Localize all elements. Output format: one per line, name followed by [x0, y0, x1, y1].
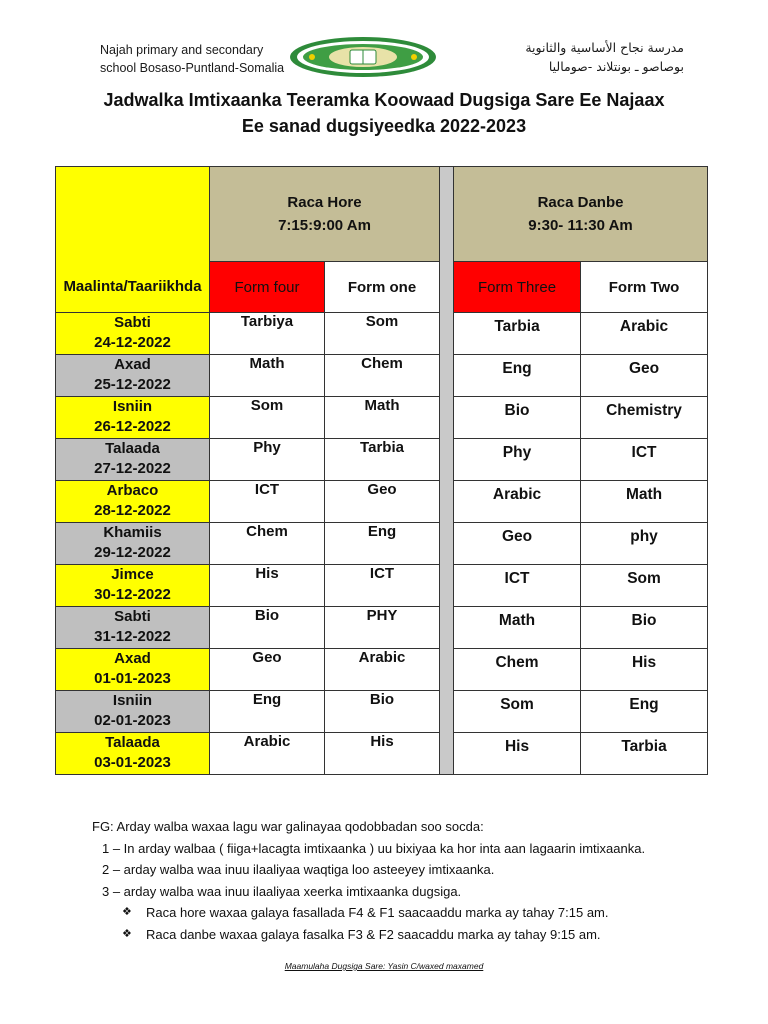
- day-name: Sabti: [114, 608, 151, 625]
- form-one-subject: Geo: [325, 481, 440, 523]
- table-row: [56, 355, 708, 397]
- form-four-subject: His: [210, 565, 325, 607]
- document-title: Jadwalka Imtixaanka Teeramka Koowaad Dugsiga Sare Ee Najaax: [103, 90, 665, 110]
- form-one-subject: Bio: [325, 691, 440, 733]
- date-column-header: [56, 167, 210, 313]
- form-two-subject: Arabic: [581, 313, 708, 355]
- date-cell: [56, 313, 210, 355]
- day-name: Axad: [114, 356, 151, 373]
- date-cell: [56, 355, 210, 397]
- session1-time: 7:15:9:00 Am: [278, 217, 371, 234]
- notes-section: [92, 816, 645, 945]
- date-cell: [56, 733, 210, 775]
- session1-name: Raca Hore: [287, 194, 362, 211]
- exam-date: 27-12-2022: [94, 460, 171, 477]
- date-cell: [56, 565, 210, 607]
- exam-date: 31-12-2022: [94, 628, 171, 645]
- form-four-subject: Arabic: [210, 733, 325, 775]
- form-three-subject: Math: [454, 607, 581, 649]
- form-three-subject: His: [454, 733, 581, 775]
- note-bullet-2: [92, 924, 645, 946]
- form-four-subject: Chem: [210, 523, 325, 565]
- date-cell: [56, 523, 210, 565]
- exam-date: 24-12-2022: [94, 334, 171, 351]
- form-one-subject: ICT: [325, 565, 440, 607]
- form-four-subject: Math: [210, 355, 325, 397]
- form-two-subject: ICT: [581, 439, 708, 481]
- exam-date: 26-12-2022: [94, 418, 171, 435]
- note-bullet-1-text: Raca hore waxaa galaya fasallada F4 & F1 saacaaddu marka ay tahay 7:15 am.: [146, 905, 609, 920]
- exam-date: 03-01-2023: [94, 754, 171, 771]
- table-row: [56, 439, 708, 481]
- form-two-subject: Chemistry: [581, 397, 708, 439]
- date-cell: [56, 439, 210, 481]
- note-bullet-1: [92, 902, 645, 924]
- form-two-subject: phy: [581, 523, 708, 565]
- diamond-bullet-icon: ❖: [122, 906, 132, 918]
- note-bullet-2-text: Raca danbe waxaa galaya fasalka F3 & F2 saacaddu marka ay tahay 9:15 am.: [146, 926, 601, 942]
- session1-header: [210, 167, 440, 262]
- day-name: Isniin: [112, 398, 153, 415]
- form-four-subject: Som: [210, 397, 325, 439]
- exam-date: 28-12-2022: [94, 502, 171, 519]
- school-name-ar-line1: مدرسة نجاح الأساسية والثانوية: [525, 40, 684, 55]
- form-one-subject: His: [325, 733, 440, 775]
- school-name-en-line2: school Bosaso-Puntland-Somalia: [100, 61, 285, 75]
- day-name: Khamiis: [103, 524, 162, 541]
- note-item-3: 3 – arday walba waa inuu ilaaliyaa xeerka imtixaanka dugsiga.: [102, 883, 462, 899]
- form-three-subject: Som: [454, 691, 581, 733]
- exam-date: 30-12-2022: [94, 586, 171, 603]
- date-cell: [56, 481, 210, 523]
- form-two-subject: Eng: [581, 691, 708, 733]
- form-four-subject: Geo: [210, 649, 325, 691]
- form-one-subject: Som: [325, 313, 440, 355]
- form-one-subject: Eng: [325, 523, 440, 565]
- form-three-subject: ICT: [454, 565, 581, 607]
- table-row: [56, 649, 708, 691]
- form-four-subject: ICT: [210, 481, 325, 523]
- table-row: [56, 313, 708, 355]
- date-cell: [56, 691, 210, 733]
- table-row: [56, 481, 708, 523]
- form-two-header: Form Two: [581, 262, 708, 313]
- table-row: [56, 733, 708, 775]
- date-cell: [56, 397, 210, 439]
- notes-intro: FG: Arday walba waxaa lagu war galinayaa qodobbadan soo socda:: [92, 819, 484, 834]
- session2-name: Raca Danbe: [537, 194, 624, 211]
- form-three-subject: Tarbia: [454, 313, 581, 355]
- form-four-subject: Eng: [210, 691, 325, 733]
- table-row: [56, 397, 708, 439]
- document-subtitle: Ee sanad dugsiyeedka 2022-2023: [241, 116, 527, 136]
- note-item-2: 2 – arday walba waa inuu ilaaliyaa waqtiga loo asteeyey imtixaanka.: [102, 862, 495, 877]
- session2-header: [454, 167, 708, 262]
- form-two-subject: Som: [581, 565, 708, 607]
- day-name: Axad: [114, 650, 151, 667]
- day-name: Sabti: [114, 314, 151, 331]
- form-one-header: Form one: [325, 262, 440, 313]
- form-three-subject: Arabic: [454, 481, 581, 523]
- day-name: Arbaco: [106, 482, 159, 499]
- form-four-subject: Bio: [210, 607, 325, 649]
- exam-date: 01-01-2023: [94, 670, 171, 687]
- form-three-subject: Eng: [454, 355, 581, 397]
- form-four-subject: Tarbiya: [210, 313, 325, 355]
- exam-schedule-table: [55, 166, 708, 775]
- form-one-subject: PHY: [325, 607, 440, 649]
- date-cell: [56, 649, 210, 691]
- form-three-subject: Phy: [454, 439, 581, 481]
- school-name-english: [100, 41, 284, 77]
- form-two-subject: Math: [581, 481, 708, 523]
- school-name-en-line1: Najah primary and secondary: [100, 43, 264, 57]
- date-cell: [56, 607, 210, 649]
- note-item-1: 1 – In arday walbaa ( fiiga+lacagta imtixaanka ) uu bixiyaa ka hor inta aan lagaarin imtixaanka.: [102, 840, 646, 856]
- table-row: [56, 691, 708, 733]
- exam-date: 02-01-2023: [94, 712, 171, 729]
- form-three-header: Form Three: [454, 262, 581, 313]
- day-name: Talaada: [105, 734, 160, 751]
- exam-date: 29-12-2022: [94, 544, 171, 561]
- form-one-subject: Math: [325, 397, 440, 439]
- diamond-bullet-icon: ❖: [122, 927, 132, 940]
- form-two-subject: His: [581, 649, 708, 691]
- session-separator: [440, 167, 454, 775]
- form-two-subject: Geo: [581, 355, 708, 397]
- form-two-subject: Bio: [581, 607, 708, 649]
- form-four-subject: Phy: [210, 439, 325, 481]
- school-logo-icon: [288, 36, 438, 78]
- form-one-subject: Tarbia: [325, 439, 440, 481]
- form-four-header: Form four: [210, 262, 325, 313]
- table-row: [56, 565, 708, 607]
- form-one-subject: Chem: [325, 355, 440, 397]
- session2-time: 9:30- 11:30 Am: [528, 217, 633, 234]
- date-header-label: Maalinta/Taariikhda: [63, 278, 202, 295]
- principal-signature-line: Maamulaha Dugsiga Sare: Yasin C/waxed maxamed: [284, 961, 484, 971]
- school-name-ar-line2: بوصاصو ـ بونتلاند -صوماليا: [548, 59, 684, 74]
- table-row: [56, 523, 708, 565]
- school-name-arabic: [525, 38, 684, 76]
- table-row: [56, 607, 708, 649]
- day-name: Isniin: [112, 692, 153, 709]
- form-one-subject: Arabic: [325, 649, 440, 691]
- form-two-subject: Tarbia: [581, 733, 708, 775]
- form-three-subject: Chem: [454, 649, 581, 691]
- day-name: Talaada: [105, 440, 160, 457]
- exam-date: 25-12-2022: [94, 376, 171, 393]
- form-three-subject: Bio: [454, 397, 581, 439]
- day-name: Jimce: [111, 566, 154, 583]
- form-three-subject: Geo: [454, 523, 581, 565]
